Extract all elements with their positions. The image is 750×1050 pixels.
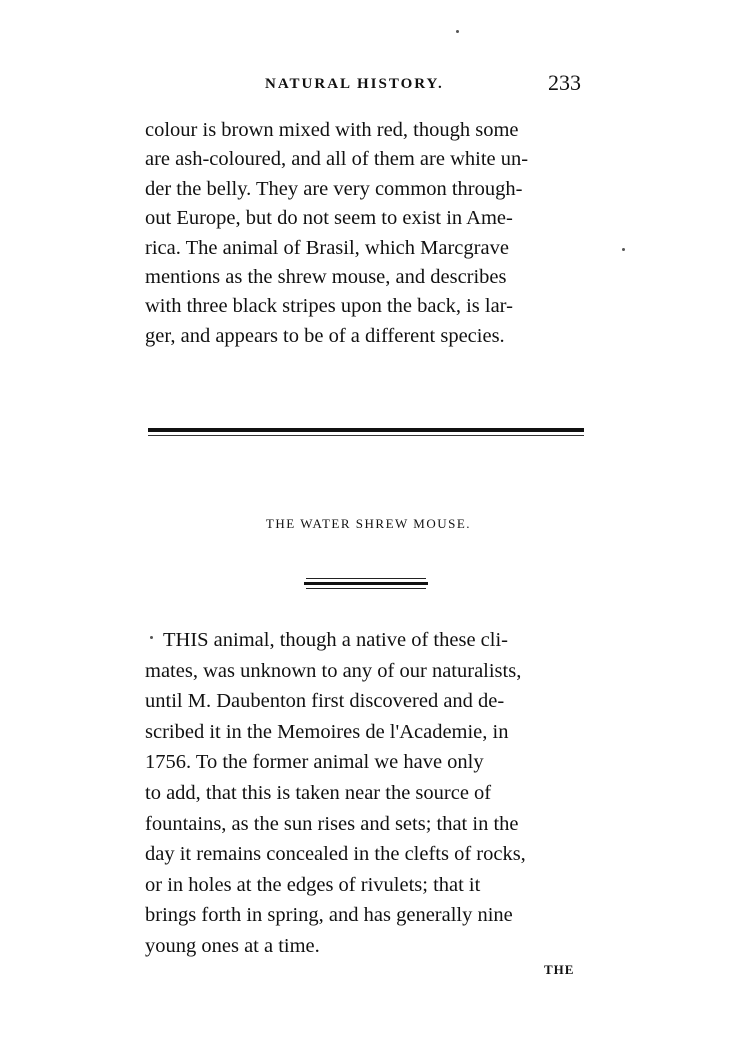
- text-line: 1756. To the former animal we have only: [145, 751, 484, 774]
- text-line: or in holes at the edges of rivulets; that it: [145, 873, 481, 896]
- text-line: THIS animal, though a native of these cli-: [163, 629, 508, 651]
- text-line: ger, and appears to be of a different species.: [145, 324, 505, 347]
- text-line: fountains, as the sun rises and sets; that in the: [145, 812, 519, 835]
- text-line: day it remains concealed in the clefts of rocks,: [145, 843, 526, 866]
- heading-ornament-rule: [306, 578, 426, 579]
- text-line: mates, was unknown to any of our naturalists,: [145, 659, 522, 682]
- print-speck: [456, 30, 459, 33]
- text-line: brings forth in spring, and has generally nine: [145, 904, 513, 927]
- section-divider-thin: [148, 435, 584, 436]
- text-line: are ash-coloured, and all of them are white un-: [145, 148, 529, 171]
- print-speck: [622, 248, 625, 251]
- text-line: out Europe, but do not seem to exist in Ame-: [145, 207, 513, 230]
- heading-ornament-rule: [304, 582, 428, 585]
- paragraph-water-shrew: [145, 625, 526, 962]
- page-number: 233: [548, 70, 581, 95]
- text-line: with three black stripes upon the back, is lar-: [145, 295, 513, 318]
- text-line: until M. Daubenton first discovered and de-: [145, 690, 505, 713]
- text-line: young ones at a time.: [145, 934, 320, 957]
- section-heading: [0, 516, 750, 532]
- text-line: rica. The animal of Brasil, which Marcgrave: [145, 236, 509, 259]
- text-line: colour is brown mixed with red, though some: [145, 119, 519, 141]
- paragraph-shrew-mouse-end: [145, 116, 528, 351]
- running-head: NATURAL HISTORY.: [265, 76, 444, 92]
- print-speck: [150, 636, 153, 639]
- catchword: THE: [544, 962, 575, 977]
- section-divider-thick: [148, 428, 584, 432]
- text-line: mentions as the shrew mouse, and describes: [145, 266, 507, 289]
- text-line: to add, that this is taken near the source of: [145, 781, 492, 804]
- section-heading-text: THE WATER SHREW MOUSE.: [265, 516, 472, 531]
- text-line: der the belly. They are very common through-: [145, 177, 523, 200]
- heading-ornament-rule: [306, 588, 426, 589]
- text-line: scribed it in the Memoires de l'Academie, in: [145, 720, 509, 743]
